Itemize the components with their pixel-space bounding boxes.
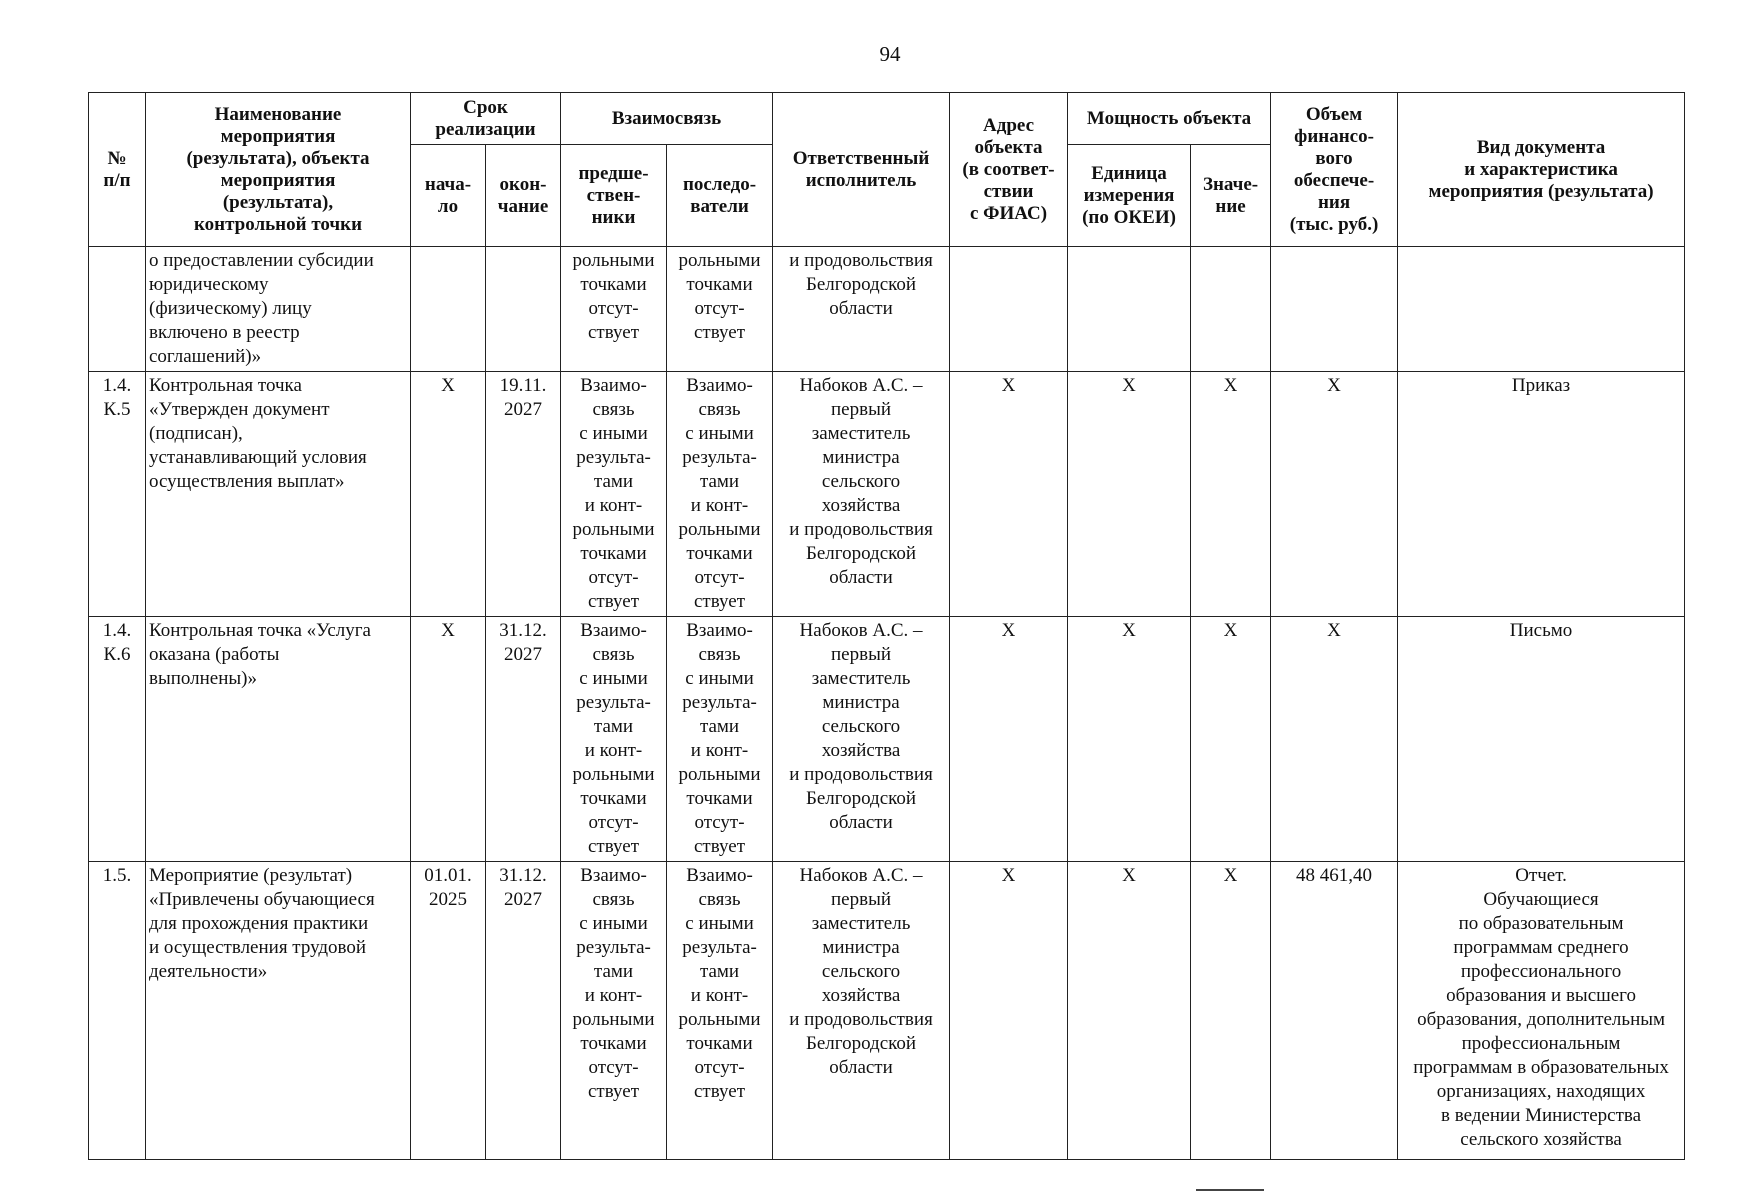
cell-prev: Взаимо- связь с иными результа- тами и конт- рольными точками отсут- ствует: [561, 617, 667, 862]
header-finance: Объем финансо- вого обеспече- ния (тыс. руб.): [1271, 93, 1398, 247]
cell-prev: Взаимо- связь с иными результа- тами и конт- рольными точками отсут- ствует: [561, 372, 667, 617]
cell-finance: 48 461,40: [1271, 862, 1398, 1160]
cell-finance: X: [1271, 617, 1398, 862]
cell-unit: X: [1068, 617, 1191, 862]
header-period-start: нача- ло: [411, 145, 486, 247]
cell-responsible: Набоков А.С. – первый заместитель министра сельского хозяйства и продовольствия Белгородской области: [773, 862, 950, 1160]
cell-finance: X: [1271, 372, 1398, 617]
cell-unit: [1068, 247, 1191, 372]
header-responsible: Ответственный исполнитель: [773, 93, 950, 247]
footer-divider: [1196, 1189, 1264, 1191]
header-relation-next: последо- ватели: [667, 145, 773, 247]
header-capacity-value: Значе- ние: [1191, 145, 1271, 247]
cell-responsible: Набоков А.С. – первый заместитель министра сельского хозяйства и продовольствия Белгородской области: [773, 617, 950, 862]
cell-name: Мероприятие (результат) «Привлечены обучающиеся для прохождения практики и осуществления трудовой деятельности»: [146, 862, 411, 1160]
cell-end: [486, 247, 561, 372]
table-row: [89, 862, 1685, 1160]
cell-address: [950, 247, 1068, 372]
cell-next: рольными точками отсут- ствует: [667, 247, 773, 372]
cell-value: [1191, 247, 1271, 372]
cell-next: Взаимо- связь с иными результа- тами и конт- рольными точками отсут- ствует: [667, 617, 773, 862]
cell-document: Письмо: [1398, 617, 1685, 862]
cell-address: X: [950, 372, 1068, 617]
cell-address: X: [950, 617, 1068, 862]
header-capacity-unit: Единица измерения (по ОКЕИ): [1068, 145, 1191, 247]
cell-num: [89, 247, 146, 372]
cell-num: 1.4. К.6: [89, 617, 146, 862]
cell-prev: Взаимо- связь с иными результа- тами и конт- рольными точками отсут- ствует: [561, 862, 667, 1160]
header-num: № п/п: [89, 93, 146, 247]
table-row: [89, 617, 1685, 862]
cell-next: Взаимо- связь с иными результа- тами и конт- рольными точками отсут- ствует: [667, 862, 773, 1160]
cell-name: Контрольная точка «Утвержден документ (подписан), устанавливающий условия осуществления выплат»: [146, 372, 411, 617]
cell-prev: рольными точками отсут- ствует: [561, 247, 667, 372]
cell-name: Контрольная точка «Услуга оказана (работы выполнены)»: [146, 617, 411, 862]
cell-value: X: [1191, 862, 1271, 1160]
cell-value: X: [1191, 617, 1271, 862]
page-number: 94: [879, 42, 901, 66]
cell-end: 19.11. 2027: [486, 372, 561, 617]
header-name: Наименование мероприятия (результата), объекта мероприятия (результата), контрольной точки: [146, 93, 411, 247]
header-period-end: окон- чание: [486, 145, 561, 247]
cell-unit: X: [1068, 372, 1191, 617]
cell-num: 1.5.: [89, 862, 146, 1160]
table-row: [89, 372, 1685, 617]
cell-next: Взаимо- связь с иными результа- тами и конт- рольными точками отсут- ствует: [667, 372, 773, 617]
cell-responsible: Набоков А.С. – первый заместитель министра сельского хозяйства и продовольствия Белгородской области: [773, 372, 950, 617]
cell-start: X: [411, 372, 486, 617]
cell-num: 1.4. К.5: [89, 372, 146, 617]
cell-end: 31.12. 2027: [486, 862, 561, 1160]
header-capacity: Мощность объекта: [1068, 93, 1271, 145]
header-period: Срок реализации: [411, 93, 561, 145]
cell-document: Отчет. Обучающиеся по образовательным программам среднего профессионального образования и высшего образования, дополнительным профессиональным программам в образовательных организациях, находящих в ведении Министерства сельского хозяйства: [1398, 862, 1685, 1160]
table-body: [89, 247, 1685, 1160]
header-address: Адрес объекта (в соответ- ствии с ФИАС): [950, 93, 1068, 247]
cell-unit: X: [1068, 862, 1191, 1160]
cell-document: Приказ: [1398, 372, 1685, 617]
cell-end: 31.12. 2027: [486, 617, 561, 862]
table-header: [89, 93, 1685, 247]
header-document: Вид документа и характеристика мероприятия (результата): [1398, 93, 1685, 247]
header-relation-prev: предше- ствен- ники: [561, 145, 667, 247]
cell-start: X: [411, 617, 486, 862]
cell-address: X: [950, 862, 1068, 1160]
cell-responsible: и продовольствия Белгородской области: [773, 247, 950, 372]
cell-value: X: [1191, 372, 1271, 617]
cell-document: [1398, 247, 1685, 372]
cell-name: о предоставлении субсидии юридическому (физическому) лицу включено в реестр соглашений)»: [146, 247, 411, 372]
cell-start: [411, 247, 486, 372]
cell-finance: [1271, 247, 1398, 372]
table-row: [89, 247, 1685, 372]
cell-start: 01.01. 2025: [411, 862, 486, 1160]
header-relation: Взаимосвязь: [561, 93, 773, 145]
measures-table: [88, 92, 1685, 1160]
